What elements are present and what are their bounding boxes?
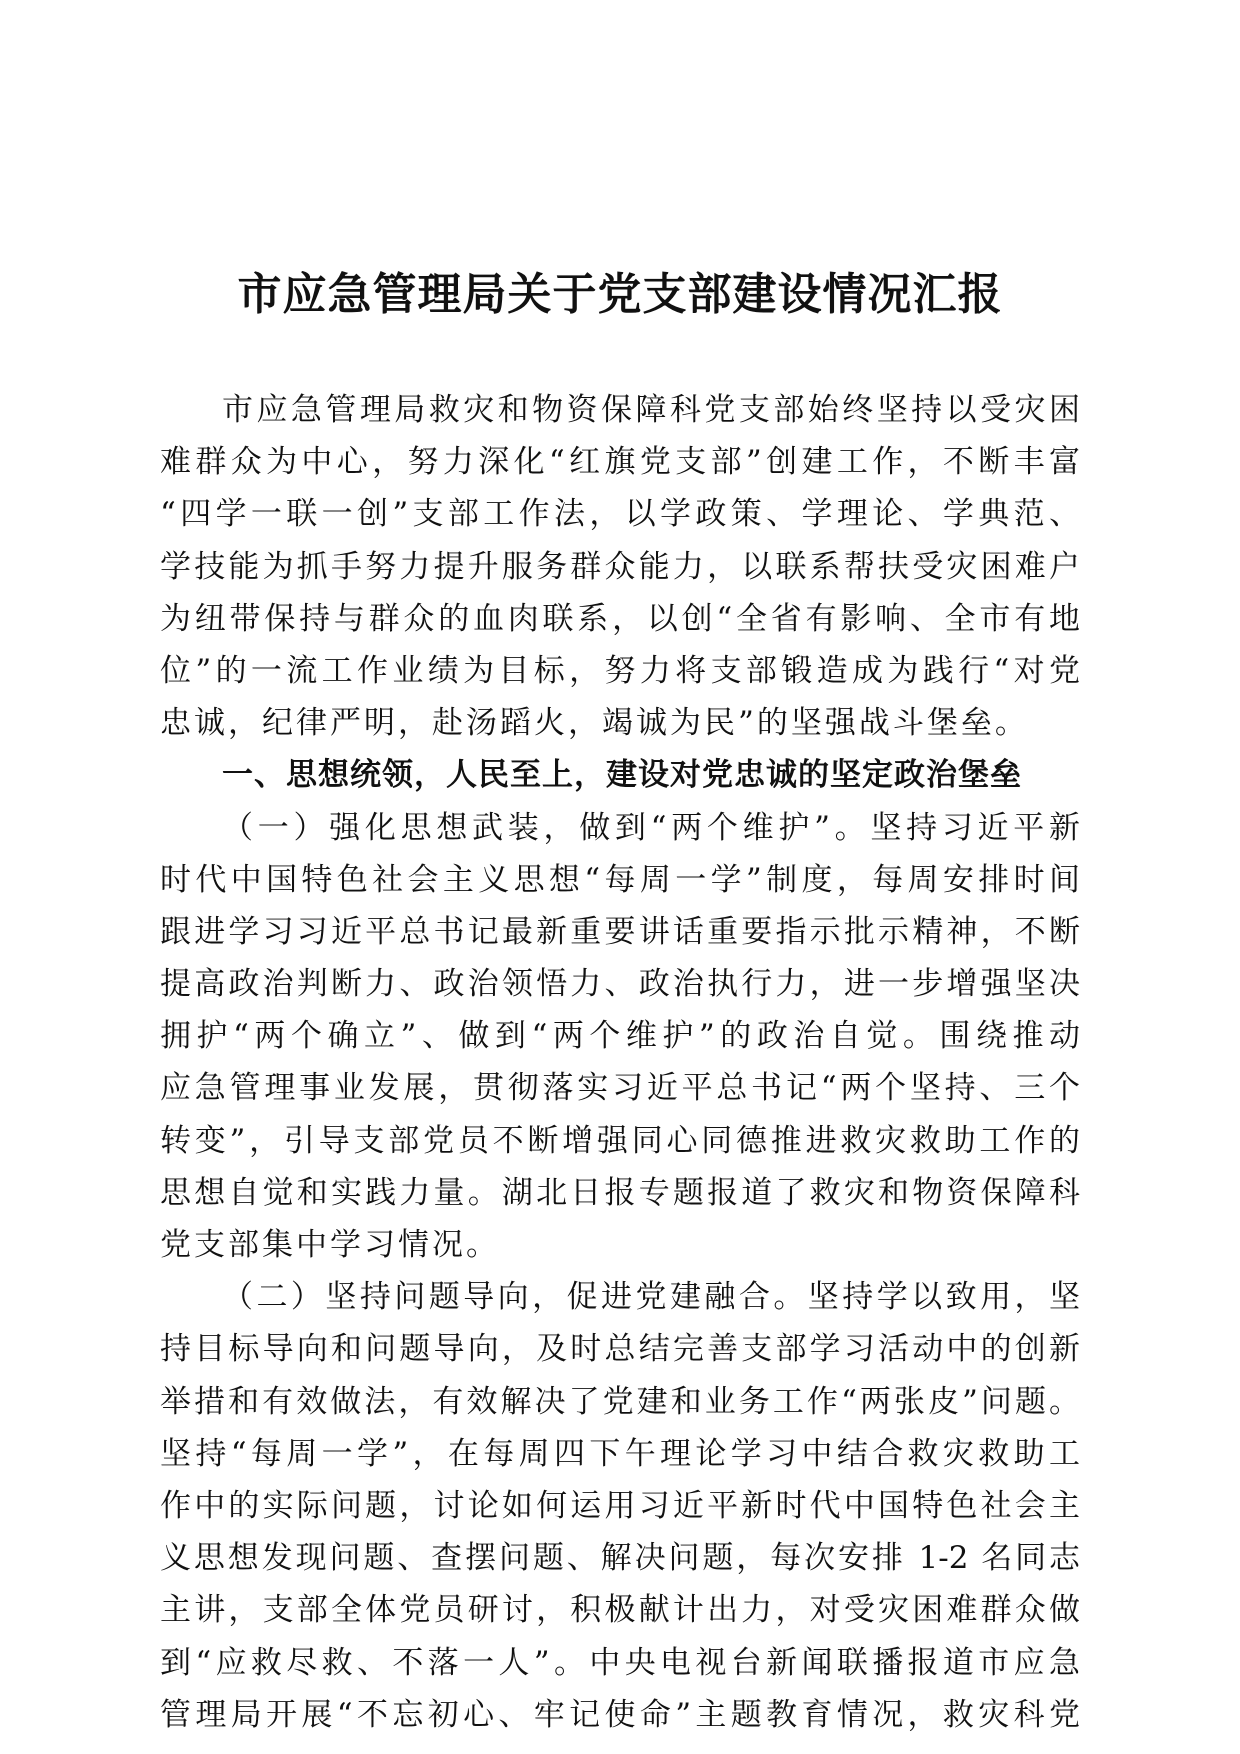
paragraph-line: 为纽带保持与群众的血肉联系，以创“全省有影响、全市有地	[160, 600, 1080, 637]
paragraph-line: （二）坚持问题导向，促进党建融合。坚持学以致用，坚	[222, 1279, 1080, 1316]
section-heading: 一、思想统领，人民至上，建设对党忠诚的坚定政治堡垒	[222, 757, 1022, 794]
document-title: 市应急管理局关于党支部建设情况汇报	[237, 269, 1003, 320]
paragraph-line: 位”的一流工作业绩为目标，努力将支部锻造成为践行“对党	[160, 652, 1080, 689]
paragraph-line: 坚持“每周一学”，在每周四下午理论学习中结合救灾救助工	[160, 1435, 1080, 1472]
paragraph-line: 市应急管理局救灾和物资保障科党支部始终坚持以受灾困	[222, 392, 1080, 428]
paragraph-line: 学技能为抓手努力提升服务群众能力，以联系帮扶受灾困难户	[160, 548, 1080, 585]
paragraph-line: “四学一联一创”支部工作法，以学政策、学理论、学典范、	[160, 496, 1080, 533]
paragraph-line: 党支部集中学习情况。	[160, 1227, 500, 1263]
paragraph-line: 转变”，引导支部党员不断增强同心同德推进救灾救助工作的	[160, 1122, 1080, 1159]
paragraph-line: 义思想发现问题、查摆问题、解决问题，每次安排 1-2 名同志	[160, 1540, 1080, 1577]
document-body	[160, 384, 1080, 1741]
paragraph-line: 提高政治判断力、政治领悟力、政治执行力，进一步增强坚决	[160, 966, 1080, 1003]
paragraph-line: 跟进学习习近平总书记最新重要讲话重要指示批示精神，不断	[160, 913, 1080, 950]
paragraph-line: 管理局开展“不忘初心、牢记使命”主题教育情况，救灾科党	[160, 1696, 1080, 1733]
paragraph-line: 作中的实际问题，讨论如何运用习近平新时代中国特色社会主	[160, 1487, 1080, 1524]
paragraph-line: 时代中国特色社会主义思想“每周一学”制度，每周安排时间	[160, 861, 1080, 898]
paragraph-line: 思想自觉和实践力量。湖北日报专题报道了救灾和物资保障科	[160, 1174, 1080, 1211]
paragraph-line: 举措和有效做法，有效解决了党建和业务工作“两张皮”问题。	[160, 1383, 1080, 1420]
paragraph-line: 主讲，支部全体党员研讨，积极献计出力，对受灾困难群众做	[160, 1592, 1080, 1629]
paragraph-line: 拥护“两个确立”、做到“两个维护”的政治自觉。围绕推动	[160, 1018, 1080, 1055]
paragraph-line: 持目标导向和问题导向，及时总结完善支部学习活动中的创新	[160, 1331, 1080, 1368]
paragraph-line: 忠诚，纪律严明，赴汤蹈火，竭诚为民”的坚强战斗堡垒。	[160, 705, 1029, 742]
paragraph-line: 难群众为中心，努力深化“红旗党支部”创建工作，不断丰富	[160, 444, 1080, 481]
paragraph-line: 到“应救尽救、不落一人”。中央电视台新闻联播报道市应急	[160, 1644, 1080, 1681]
paragraph-line: （一）强化思想武装，做到“两个维护”。坚持习近平新	[222, 809, 1080, 846]
paragraph-line: 应急管理事业发展，贯彻落实习近平总书记“两个坚持、三个	[160, 1070, 1080, 1107]
